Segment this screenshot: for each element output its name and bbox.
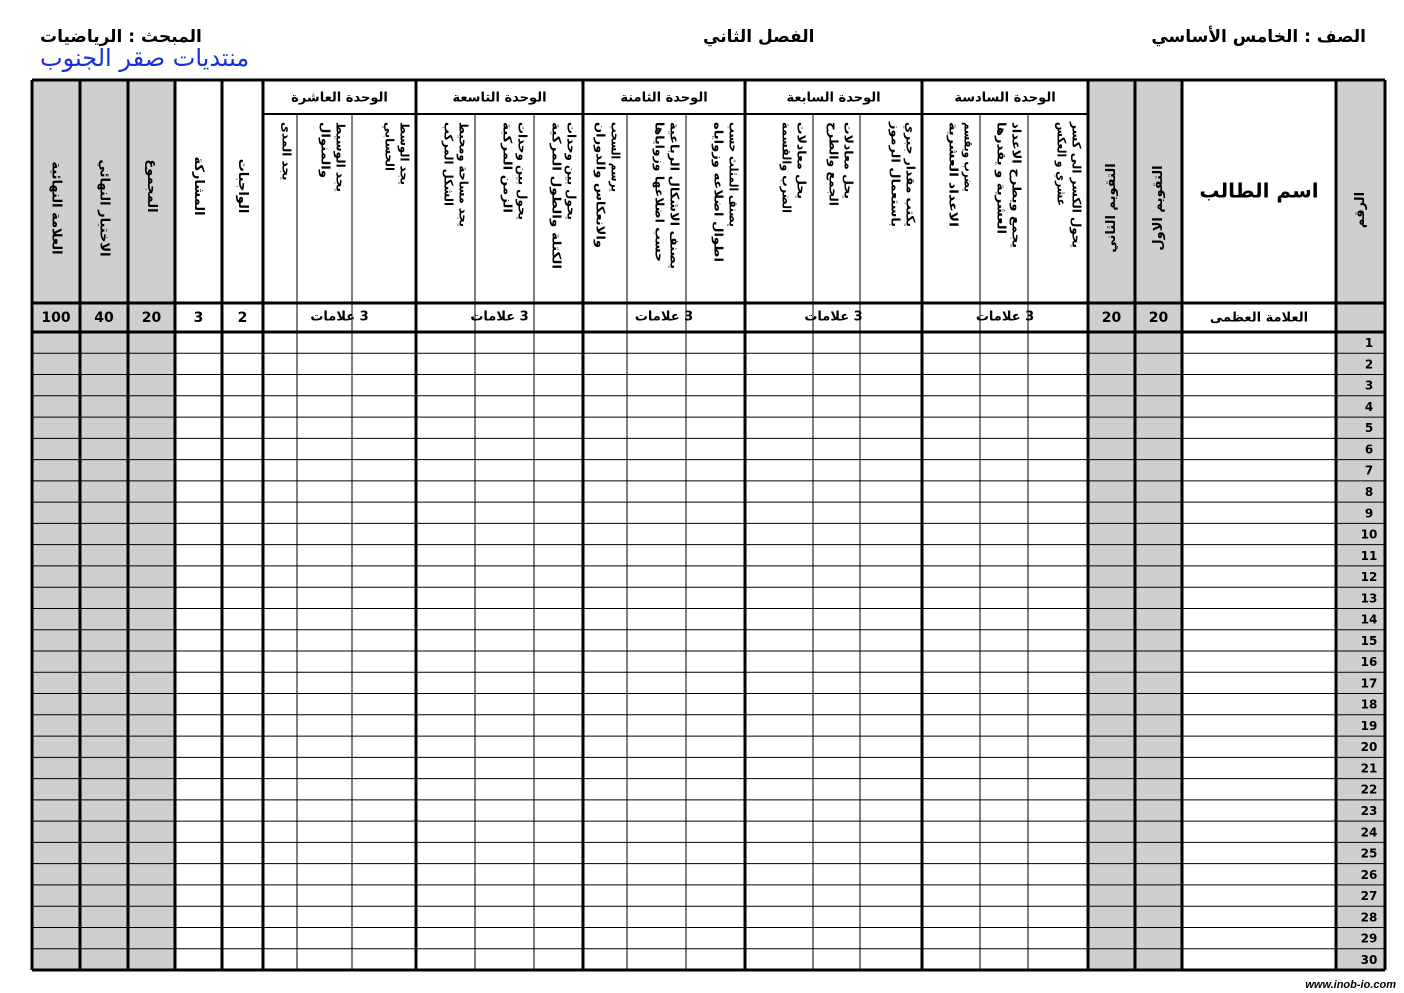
- header-participation: المشاركة: [191, 156, 206, 216]
- row-number: 13: [1360, 591, 1378, 606]
- row-number: 28: [1360, 910, 1378, 925]
- skill-label: الكتلة والطول المركية: [549, 122, 564, 253]
- row-number: 17: [1360, 676, 1378, 691]
- header-student-name: اسم الطالب: [1199, 178, 1319, 203]
- unit-title: الوحدة العاشرة: [291, 90, 388, 106]
- skill-label: والانعكاس والدوران: [593, 122, 608, 238]
- skill-label: يضرب ويقسم: [961, 122, 976, 205]
- skill-label: يرسم السحب: [608, 122, 623, 202]
- header-assessment-1: التقويم الاول: [1151, 165, 1166, 251]
- skill-label: يجمع ويطرح الاعداد: [1009, 122, 1024, 238]
- unit-title: الوحدة الثامنة: [620, 90, 708, 106]
- row-number: 29: [1360, 931, 1378, 946]
- skill-label: العشرية و يقدرها: [994, 122, 1009, 225]
- skill-label: الحسابي: [382, 122, 397, 173]
- row-number: 27: [1360, 889, 1378, 904]
- header-final-exam: الاختبار النهائي: [96, 159, 112, 257]
- row-number: 22: [1360, 782, 1378, 797]
- semester-label: الفصل الثاني: [703, 27, 815, 47]
- header-homework: الواجبات: [235, 158, 250, 214]
- row-number: 11: [1360, 548, 1378, 563]
- header-number: الرقم: [1353, 191, 1368, 229]
- skill-label: الاعداد العشرية: [946, 122, 961, 212]
- row-number: 19: [1360, 718, 1378, 733]
- row-number: 12: [1360, 570, 1378, 585]
- brand-watermark: منتديات صقر الجنوب: [40, 44, 250, 72]
- row-number: 30: [1360, 952, 1378, 967]
- row-number: 16: [1360, 655, 1378, 670]
- unit-marks: 3 علامات: [310, 309, 369, 325]
- max-assessment-2: 20: [1101, 310, 1122, 326]
- unit-marks: 3 علامات: [470, 309, 529, 325]
- skill-label: الضرب والقسمة: [779, 122, 794, 219]
- row-number: 6: [1364, 442, 1374, 457]
- header-final-mark: العلامة النهائية: [48, 161, 64, 255]
- row-number: 14: [1360, 612, 1378, 627]
- skill-label: حسب اضلاعها وزواياها: [652, 122, 667, 258]
- unit-marks: 3 علامات: [804, 309, 863, 325]
- skill-label: يحول الكسر الى كسر: [1068, 122, 1084, 249]
- skill-label: يكتب مقدار جبري: [903, 122, 918, 226]
- skill-label: يجد المدى: [279, 122, 294, 181]
- skill-label: عشري و العكس: [1054, 122, 1069, 217]
- max-homework: 2: [237, 310, 248, 326]
- max-total: 20: [141, 310, 162, 326]
- row-number: 7: [1364, 463, 1374, 478]
- skill-label: الجمع والطرح: [826, 122, 841, 204]
- row-number: 9: [1364, 506, 1374, 521]
- max-final-mark: 100: [41, 310, 71, 326]
- skill-label: يجد الوسيط: [332, 122, 348, 192]
- row-number: 2: [1364, 357, 1374, 372]
- row-number: 21: [1360, 761, 1378, 776]
- row-number: 8: [1364, 485, 1374, 499]
- row-number: 23: [1360, 804, 1378, 818]
- subject-label: المبحث : الرياضيات: [40, 27, 202, 47]
- grade-label: الصف : الخامس الأساسي: [1151, 27, 1366, 47]
- skill-label: باستعمال الرموز: [888, 122, 903, 220]
- max-mark-label: العلامة العظمى: [1209, 310, 1309, 326]
- skill-label: يجد الوسط: [397, 122, 412, 188]
- unit-title: الوحدة التاسعة: [452, 90, 547, 106]
- max-assessment-1: 20: [1148, 310, 1169, 326]
- row-number: 24: [1360, 825, 1378, 840]
- max-final-exam: 40: [94, 310, 114, 326]
- skill-label: الزمن المركبة: [500, 122, 515, 204]
- row-number: 1: [1364, 336, 1374, 351]
- skill-label: يحل معادلات: [794, 122, 809, 196]
- skill-label: يحل معادلات: [841, 122, 856, 196]
- website-footer: www.inob-io.com: [1305, 979, 1396, 991]
- unit-title: الوحدة السابعة: [786, 90, 881, 106]
- row-number: 26: [1360, 867, 1378, 882]
- header-total: المجموع: [144, 159, 159, 213]
- unit-title: الوحدة السادسة: [954, 90, 1056, 106]
- unit-marks: 3 علامات: [634, 309, 694, 325]
- skill-label: يحول بين وحدات: [563, 122, 579, 221]
- row-number: 3: [1364, 378, 1374, 393]
- row-number: 4: [1364, 399, 1374, 414]
- row-number: 15: [1360, 633, 1378, 648]
- row-number: 10: [1360, 527, 1378, 542]
- row-number: 20: [1360, 740, 1378, 755]
- shaded-column: [128, 80, 175, 970]
- row-number: 25: [1360, 846, 1378, 861]
- row-number: 5: [1364, 421, 1374, 436]
- header-assessment-2: التقويم الثاني: [1104, 163, 1119, 253]
- skill-label: الشكل المركب: [441, 122, 456, 209]
- skill-label: يحول بين وحدات: [514, 122, 530, 221]
- unit-marks: 3 علامات: [975, 309, 1035, 325]
- skill-label: يجد مساحة ومحيط: [456, 122, 471, 232]
- max-participation: 3: [193, 310, 204, 326]
- skill-label: يصنف الاشكال الرباعية: [667, 122, 682, 259]
- row-number: 18: [1360, 697, 1378, 712]
- skill-label: والمنوال: [318, 122, 333, 174]
- skill-label: يصنف المثلث حسب: [726, 122, 741, 239]
- skill-label: اطوال اضلاعه وزواياه: [711, 122, 726, 251]
